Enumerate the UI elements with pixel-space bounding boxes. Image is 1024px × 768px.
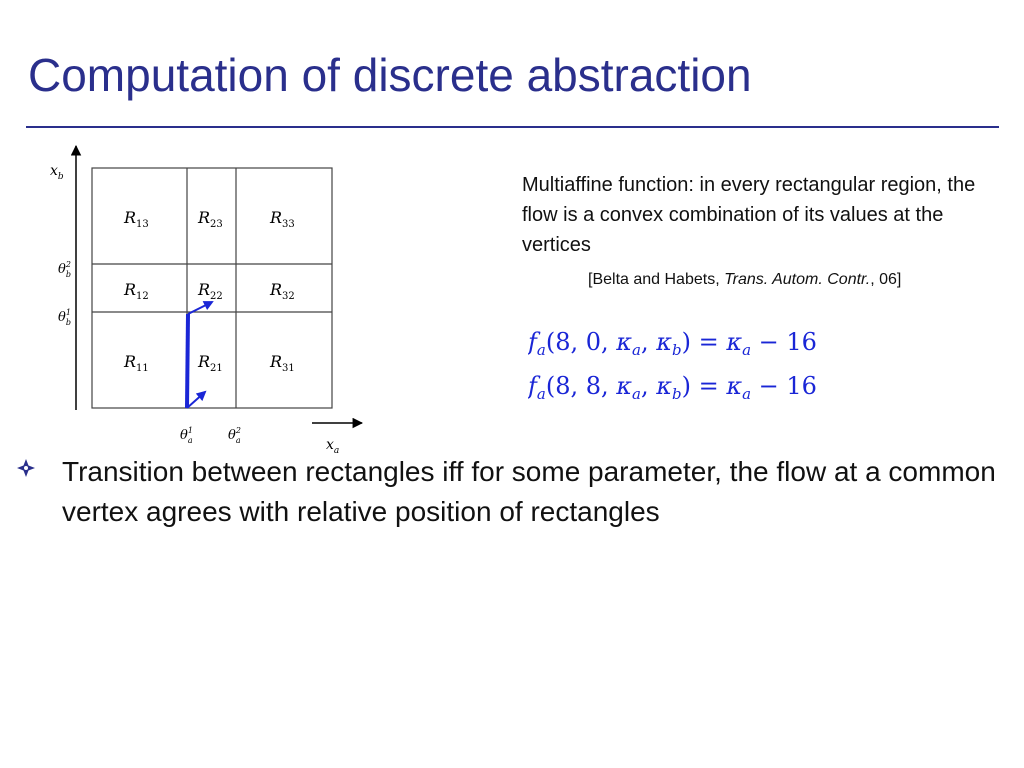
citation-prefix: [Belta and Habets,: [588, 271, 725, 288]
slide-title: Computation of discrete abstraction: [28, 49, 752, 101]
theta-b2-label: $\theta^2$ b: [58, 260, 72, 279]
region-label-r13: $R_{13}$: [124, 208, 149, 230]
region-label-r32: $R_{32}$: [270, 280, 295, 302]
theta-b1-label: $\theta^1$ b: [58, 308, 72, 327]
flow-edge-highlight: [187, 314, 188, 408]
diamond-bullet-icon: [16, 458, 36, 478]
theta-a1-label: $\theta^1$ a: [180, 426, 193, 445]
citation-suffix: , 06]: [870, 271, 902, 288]
region-label-r31: $R_{31}$: [270, 352, 295, 374]
flow-arrow-bottom-vertex: [187, 392, 205, 408]
citation-journal: Trans. Autom. Contr.: [724, 271, 871, 288]
citation: [588, 271, 901, 289]
region-label-r21: $R_{21}$: [198, 352, 223, 374]
y-axis-label: $x_b$: [50, 163, 64, 182]
equation-1: $f_a(8$, 0, $\kappa_a$, $\kappa_b) = \kappa_a - 16$: [528, 328, 817, 359]
region-label-r11: $R_{11}$: [124, 352, 149, 374]
bullet-text: Transition between rectangles iff for some parameter, the flow at a common vertex agrees with relative position of rectangles: [62, 456, 996, 527]
region-label-r12: $R_{12}$: [124, 280, 149, 302]
region-label-r22: $R_{22}$: [198, 280, 223, 302]
title-underline: [26, 126, 999, 128]
multiaffine-description: Multiaffine function: in every rectangular region, the flow is a convex combination of its values at the vertices: [522, 174, 976, 256]
theta-a2-label: $\theta^2$ a: [228, 426, 241, 445]
x-axis-label: $x_a$: [326, 437, 340, 456]
equation-2: $f_a(8$, 8, $\kappa_a$, $\kappa_b) = \kappa_a - 16$: [528, 372, 817, 403]
flow-equations: [528, 320, 888, 410]
region-label-r23: $R_{23}$: [198, 208, 223, 230]
rectangle-partition-diagram: [40, 140, 380, 460]
region-label-r33: $R_{33}$: [270, 208, 295, 230]
